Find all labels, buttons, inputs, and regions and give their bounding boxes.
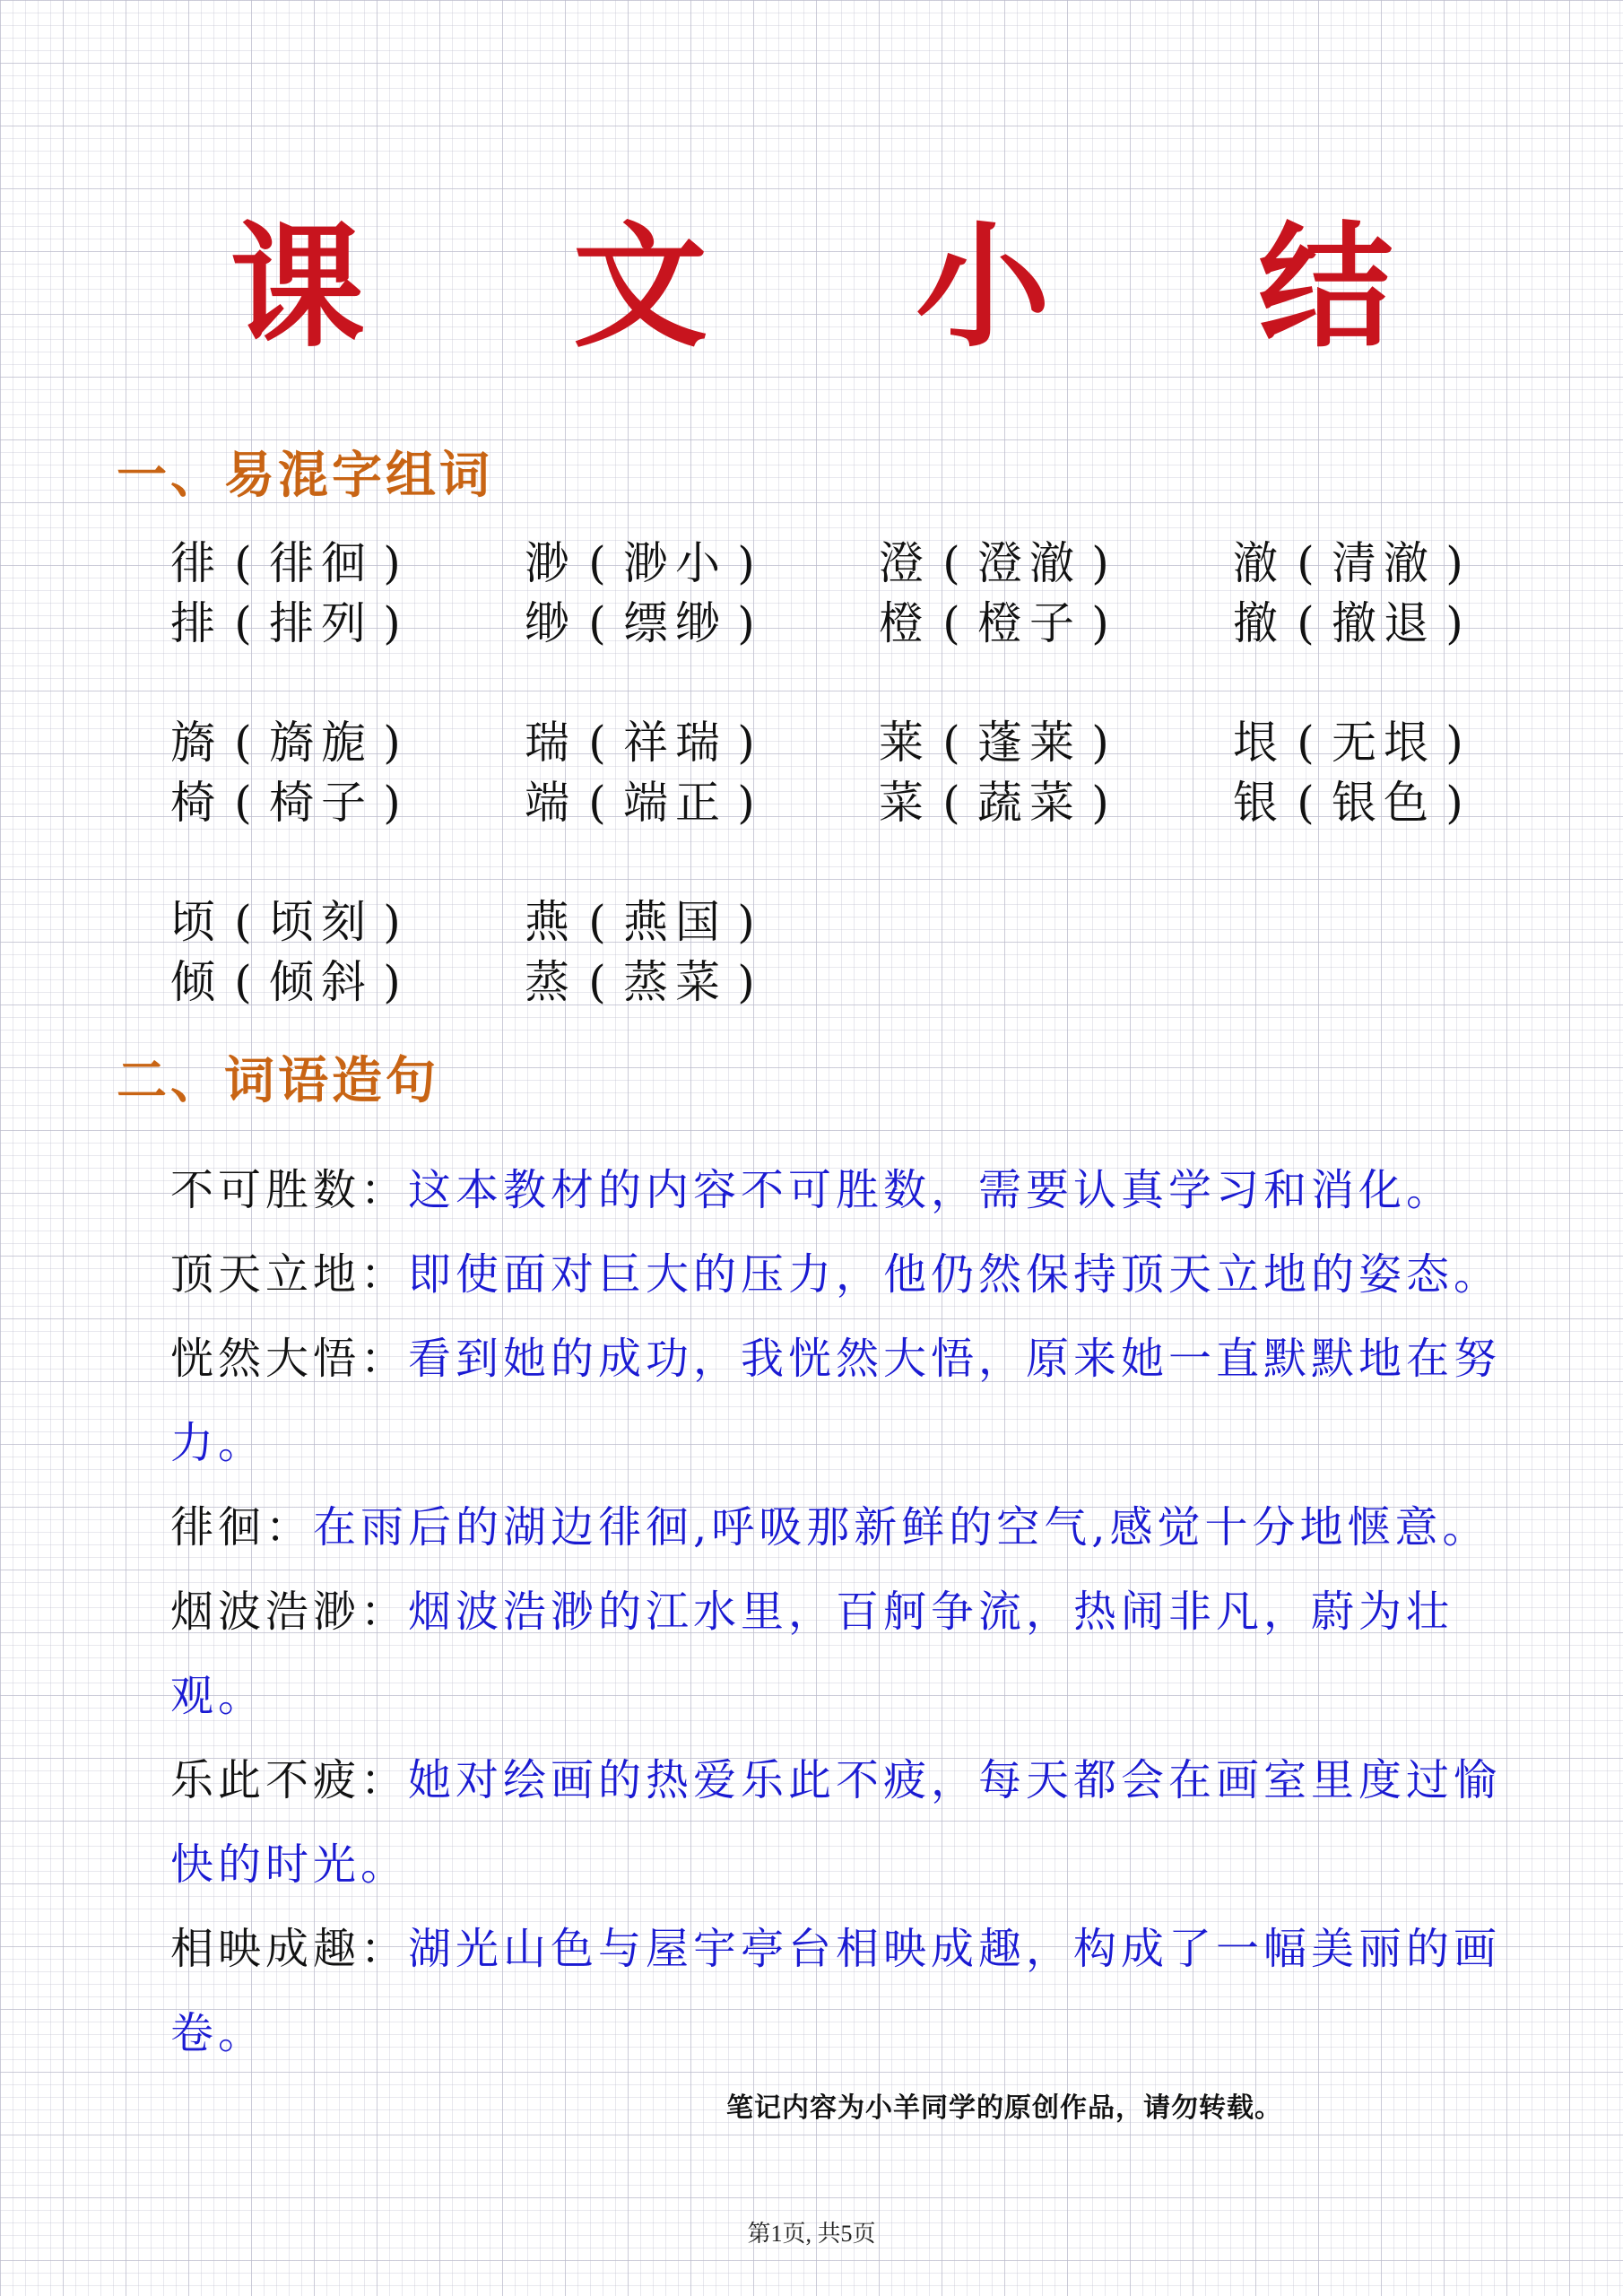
vocab-word: 缥缈 (623, 597, 727, 649)
example-sentence: 她对绘画的热爱乐此不疲，每天都会在画室里度过愉快的时光。 (170, 1755, 1502, 1890)
vocab-column (525, 892, 879, 1013)
vocab-entry (170, 952, 525, 1013)
open-paren: ( (588, 717, 613, 769)
open-paren: ( (942, 597, 968, 649)
vocab-entry (525, 713, 879, 773)
close-paren: ) (383, 717, 408, 769)
vocab-character: 旖 (170, 717, 222, 769)
vocab-character: 撤 (1233, 597, 1285, 649)
open-paren: ( (942, 777, 968, 829)
close-paren: ) (1445, 597, 1471, 649)
example-sentence: 烟波浩渺的江水里，百舸争流，热闹非凡，蔚为壮观。 (170, 1587, 1454, 1721)
vocab-character: 燕 (525, 896, 577, 948)
vocab-character: 菜 (879, 777, 931, 829)
vocab-character: 顷 (170, 896, 222, 948)
vocab-column (170, 713, 525, 833)
vocab-group (170, 892, 1533, 1013)
page-number: 第1页, 共5页 (747, 2221, 876, 2247)
vocab-entry (170, 713, 525, 773)
vocab-character: 渺 (525, 537, 577, 589)
sentence-item (170, 1148, 1515, 1232)
vocab-character: 银 (1233, 777, 1285, 829)
example-sentence: 湖光山色与屋宇亭台相映成趣，构成了一幅美丽的画卷。 (170, 1924, 1502, 2058)
vocab-character: 澄 (879, 537, 931, 589)
vocab-entry (170, 534, 525, 594)
vocab-word: 旖旎 (269, 717, 373, 769)
open-paren: ( (942, 537, 968, 589)
vocab-column (879, 534, 1233, 654)
open-paren: ( (234, 777, 259, 829)
vocab-character: 橙 (879, 597, 931, 649)
close-paren: ) (737, 896, 762, 948)
vocab-entry (525, 594, 879, 654)
idiom-term: 乐此不疲： (170, 1755, 409, 1805)
close-paren: ) (1091, 717, 1116, 769)
vocab-group (170, 534, 1533, 654)
vocab-word: 撤退 (1332, 597, 1436, 649)
idiom-term: 不可胜数： (170, 1165, 409, 1215)
vocab-column (170, 534, 525, 654)
vocab-entry (170, 773, 525, 833)
vocab-entry (1233, 594, 1587, 654)
close-paren: ) (1445, 537, 1471, 589)
vocab-entry (1233, 773, 1587, 833)
vocab-word: 无垠 (1332, 717, 1436, 769)
sentence-item (170, 1232, 1515, 1317)
close-paren: ) (383, 537, 408, 589)
vocab-word: 清澈 (1332, 537, 1436, 589)
sentence-list (170, 1148, 1515, 2075)
open-paren: ( (234, 956, 259, 1008)
vocab-character: 蒸 (525, 956, 577, 1008)
vocab-column (879, 713, 1233, 833)
open-paren: ( (588, 896, 613, 948)
open-paren: ( (1297, 597, 1322, 649)
vocab-word: 橙子 (977, 597, 1081, 649)
close-paren: ) (383, 896, 408, 948)
vocab-character: 缈 (525, 597, 577, 649)
example-sentence: 看到她的成功，我恍然大悟，原来她一直默默地在努力。 (170, 1334, 1502, 1468)
vocab-entry (525, 952, 879, 1013)
vocab-character: 排 (170, 597, 222, 649)
idiom-term: 相映成趣： (170, 1924, 409, 1974)
vocab-word: 银色 (1332, 777, 1436, 829)
vocab-word: 顷刻 (269, 896, 373, 948)
close-paren: ) (737, 777, 762, 829)
vocab-entry (879, 713, 1233, 773)
vocab-column (1233, 713, 1587, 833)
open-paren: ( (942, 717, 968, 769)
open-paren: ( (1297, 717, 1322, 769)
vocab-entry (525, 534, 879, 594)
vocab-character: 端 (525, 777, 577, 829)
section-heading-confusable-characters: 一、易混字组词 (117, 446, 493, 505)
close-paren: ) (1445, 777, 1471, 829)
sentence-item (170, 1485, 1515, 1570)
close-paren: ) (1091, 537, 1116, 589)
vocab-word: 蔬菜 (977, 777, 1081, 829)
close-paren: ) (383, 956, 408, 1008)
page-title: 课 文 小 结 (230, 208, 1474, 366)
open-paren: ( (234, 537, 259, 589)
vocab-character: 椅 (170, 777, 222, 829)
vocab-entry (525, 773, 879, 833)
example-sentence: 即使面对巨大的压力，他仍然保持顶天立地的姿态。 (408, 1249, 1502, 1300)
vocab-character: 徘 (170, 537, 222, 589)
vocab-character: 垠 (1233, 717, 1285, 769)
vocab-word: 渺小 (623, 537, 727, 589)
vocab-entry (170, 892, 525, 952)
vocab-word: 排列 (269, 597, 373, 649)
vocab-entry (879, 594, 1233, 654)
open-paren: ( (1297, 537, 1322, 589)
vocab-word: 倾斜 (269, 956, 373, 1008)
sentence-item (170, 1317, 1515, 1485)
open-paren: ( (234, 717, 259, 769)
vocab-word: 蓬莱 (977, 717, 1081, 769)
vocab-column (525, 534, 879, 654)
close-paren: ) (383, 597, 408, 649)
open-paren: ( (1297, 777, 1322, 829)
confusable-characters-grid (170, 534, 1533, 1072)
example-sentence: 在雨后的湖边徘徊,呼吸那新鲜的空气,感觉十分地惬意。 (313, 1502, 1490, 1552)
vocab-column (525, 713, 879, 833)
idiom-term: 徘徊： (170, 1502, 314, 1552)
vocab-word: 澄澈 (977, 537, 1081, 589)
vocab-entry (879, 534, 1233, 594)
sentence-item (170, 1738, 1515, 1907)
close-paren: ) (737, 717, 762, 769)
sentence-item (170, 1570, 1515, 1738)
open-paren: ( (588, 956, 613, 1008)
idiom-term: 顶天立地： (170, 1249, 409, 1300)
open-paren: ( (234, 896, 259, 948)
section-heading-sentence-making: 二、词语造句 (117, 1051, 439, 1110)
open-paren: ( (588, 537, 613, 589)
close-paren: ) (737, 956, 762, 1008)
vocab-word: 蒸菜 (623, 956, 727, 1008)
close-paren: ) (737, 597, 762, 649)
vocab-entry (525, 892, 879, 952)
vocab-character: 莱 (879, 717, 931, 769)
vocab-word: 端正 (623, 777, 727, 829)
vocab-word: 祥瑞 (623, 717, 727, 769)
vocab-word: 燕国 (623, 896, 727, 948)
close-paren: ) (1445, 717, 1471, 769)
sentence-item (170, 1907, 1515, 2075)
close-paren: ) (383, 777, 408, 829)
footer-copyright-note: 笔记内容为小羊同学的原创作品，请勿转载。 (726, 2092, 1282, 2124)
close-paren: ) (1091, 597, 1116, 649)
vocab-entry (170, 594, 525, 654)
close-paren: ) (737, 537, 762, 589)
vocab-group (170, 713, 1533, 833)
vocab-word: 椅子 (269, 777, 373, 829)
example-sentence: 这本教材的内容不可胜数，需要认真学习和消化。 (408, 1165, 1454, 1215)
vocab-column (170, 892, 525, 1013)
vocab-character: 瑞 (525, 717, 577, 769)
vocab-column (1233, 534, 1587, 654)
vocab-entry (1233, 713, 1587, 773)
idiom-term: 烟波浩渺： (170, 1587, 409, 1637)
vocab-word: 徘徊 (269, 537, 373, 589)
vocab-character: 倾 (170, 956, 222, 1008)
vocab-entry (879, 773, 1233, 833)
open-paren: ( (234, 597, 259, 649)
vocab-entry (1233, 534, 1587, 594)
open-paren: ( (588, 777, 613, 829)
close-paren: ) (1091, 777, 1116, 829)
idiom-term: 恍然大悟： (170, 1334, 409, 1384)
vocab-character: 澈 (1233, 537, 1285, 589)
open-paren: ( (588, 597, 613, 649)
